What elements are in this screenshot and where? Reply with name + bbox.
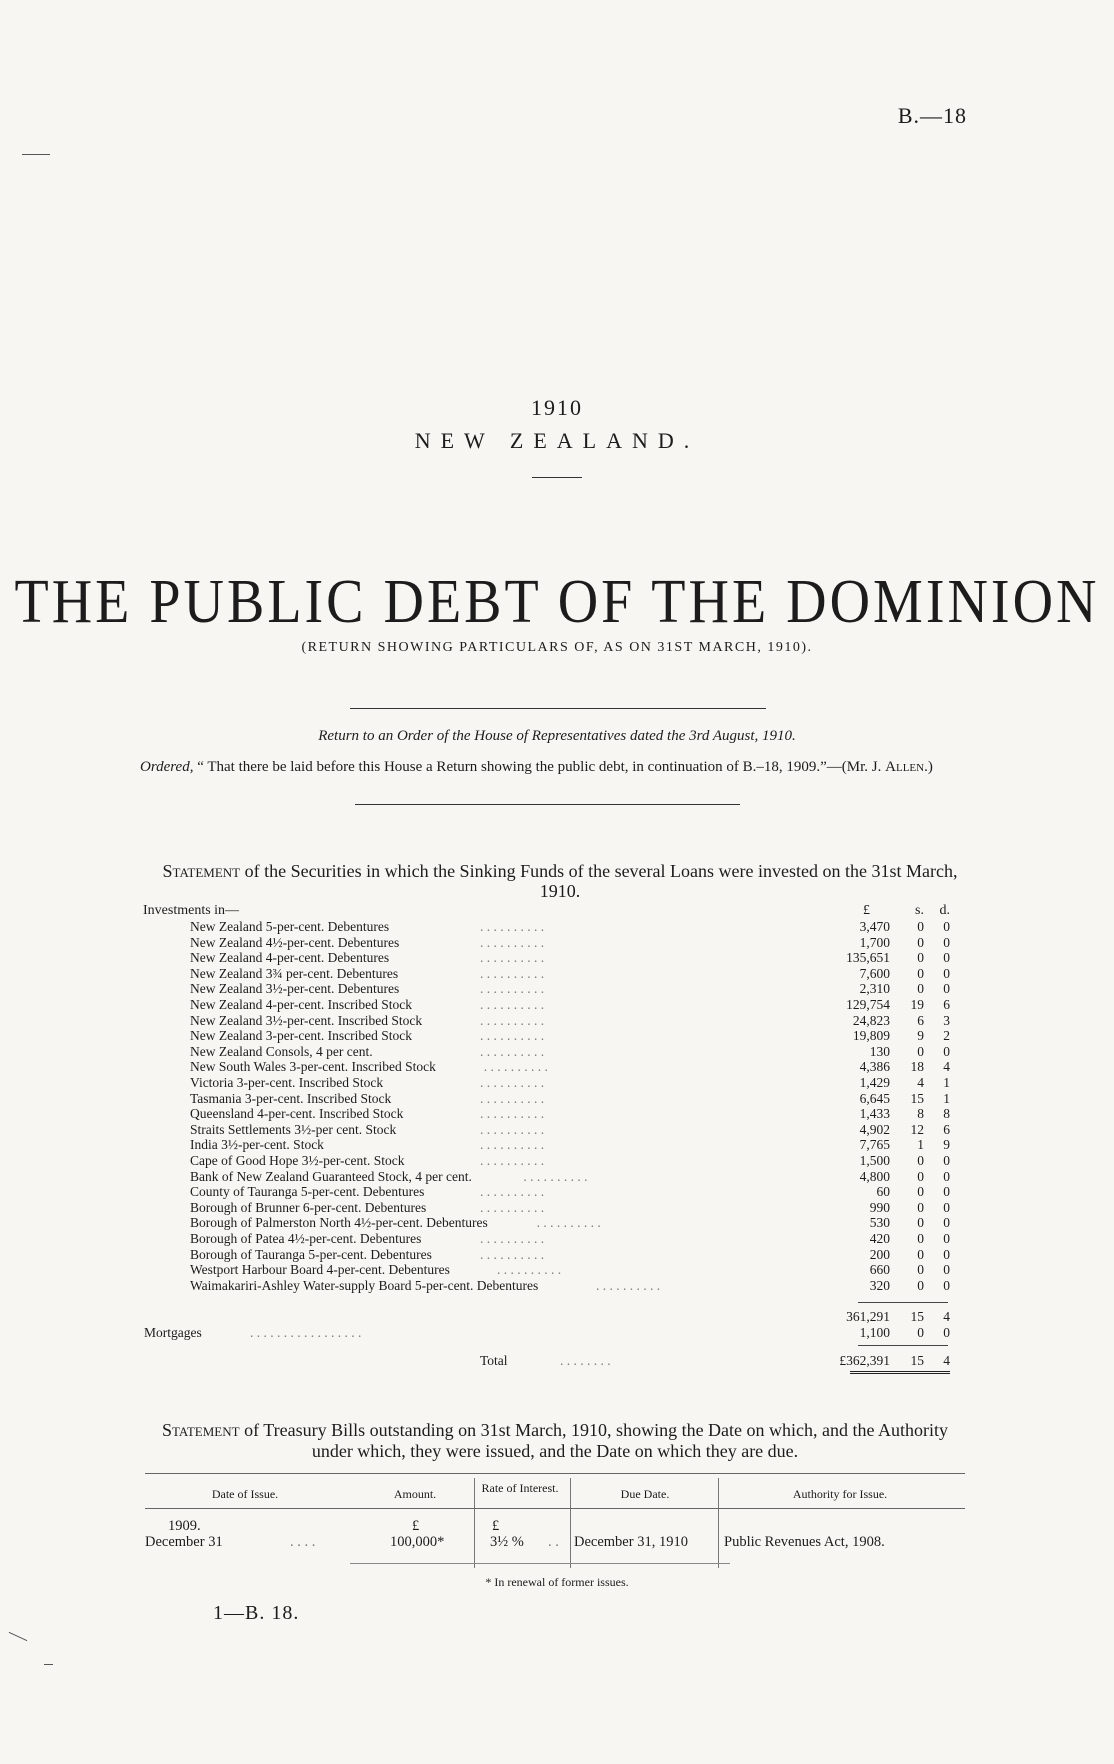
table-header-rule: [145, 1508, 965, 1509]
pence: 0: [943, 1246, 950, 1262]
security-name: New South Wales 3-per-cent. Inscribed Stock: [190, 1059, 436, 1075]
total-rule: [858, 1345, 948, 1346]
shillings: 6: [917, 1012, 924, 1028]
table-row: [190, 1013, 950, 1028]
leader-dots: . . . . . . . . . .: [480, 1231, 545, 1246]
security-name: Queensland 4-per-cent. Inscribed Stock: [190, 1106, 404, 1122]
pence: 1: [943, 1075, 950, 1090]
pounds: 24,823: [852, 1012, 890, 1028]
leader-dots: . . . . . . . . . .: [480, 997, 545, 1012]
pence: 1: [943, 1090, 950, 1106]
subtotal-shillings: 15: [910, 1309, 924, 1324]
total-pounds: £362,391: [839, 1353, 890, 1368]
leader-dots: . . . . . . . . . .: [480, 1075, 545, 1090]
pounds: 990: [869, 1199, 890, 1215]
security-name: Tasmania 3-per-cent. Inscribed Stock: [190, 1090, 392, 1106]
column-pence: d.: [939, 903, 950, 918]
mortgages-label: Mortgages: [144, 1325, 202, 1340]
pounds: 1,700: [859, 934, 890, 950]
pence: 6: [943, 1121, 950, 1137]
shillings: 12: [910, 1121, 924, 1137]
table-row: [190, 1137, 950, 1152]
table-row: [190, 1044, 950, 1059]
leader-dots: . . . . . . . . . .: [480, 950, 545, 966]
margin-mark: [44, 1664, 53, 1665]
pence: 4: [943, 1059, 950, 1075]
shillings: 0: [917, 1043, 924, 1059]
pounds: 420: [869, 1231, 890, 1246]
pounds: 7,600: [859, 965, 890, 981]
total-row: [190, 1353, 950, 1368]
shillings: 18: [910, 1059, 924, 1075]
table-row: [190, 997, 950, 1012]
ordered-tail: .): [924, 759, 933, 775]
pounds: 4,800: [859, 1168, 890, 1184]
table-row: [190, 950, 950, 965]
table-row: [190, 1262, 950, 1277]
table-row: [190, 1200, 950, 1215]
column-divider: [570, 1478, 571, 1568]
sheet-signature: 1—B. 18.: [213, 1602, 300, 1624]
ordered-text: “ That there be laid before this House a Return showing the public debt, in continuation of B.–18, 1909.”—(Mr. J.: [197, 759, 886, 775]
security-name: Westport Harbour Board 4-per-cent. Debentures: [190, 1262, 450, 1278]
security-name: Borough of Patea 4½-per-cent. Debentures: [190, 1231, 422, 1246]
subtitle: (RETURN SHOWING PARTICULARS OF, AS ON 31ST MARCH, 1910).: [301, 640, 813, 655]
shillings: 0: [917, 1215, 924, 1231]
leader-dots: . . . . . . . .: [560, 1353, 611, 1368]
pence: 0: [943, 965, 950, 981]
statement-2-lead: Statement: [161, 1420, 240, 1440]
investments-label: Investments in—: [143, 903, 240, 918]
pence: 2: [943, 1028, 950, 1044]
security-name: New Zealand 3-per-cent. Inscribed Stock: [190, 1028, 413, 1044]
column-shillings: s.: [915, 903, 924, 918]
order-line: Return to an Order of the House of Representatives dated the 3rd August, 1910.: [318, 728, 796, 744]
leader-dots: . . . . . . . . . .: [483, 1059, 548, 1075]
pounds: 129,754: [846, 997, 890, 1012]
table-row: [190, 1278, 950, 1293]
table-bottom-rule: [350, 1563, 730, 1564]
pounds: 135,651: [846, 950, 890, 966]
table-row: [190, 919, 950, 934]
leader-dots: . . . . . . . . . .: [480, 1121, 545, 1137]
shillings: 0: [917, 1277, 924, 1293]
margin-mark: [9, 1632, 28, 1641]
pence: 0: [943, 1231, 950, 1246]
leader-dots: . . . . . . . . . .: [480, 965, 545, 981]
security-name: New Zealand 4-per-cent. Debentures: [190, 950, 390, 966]
mortgages-row: [144, 1325, 950, 1340]
pounds: 4,386: [859, 1059, 890, 1075]
pounds: 200: [869, 1246, 890, 1262]
shillings: 0: [917, 1246, 924, 1262]
security-name: Borough of Tauranga 5-per-cent. Debentures: [190, 1246, 432, 1262]
shillings: 0: [917, 1168, 924, 1184]
pounds: 660: [869, 1262, 890, 1278]
pence: 8: [943, 1106, 950, 1122]
issue-year: 1909.: [168, 1518, 201, 1534]
leader-dots: . . . . . . . . . .: [480, 981, 545, 997]
pence: 9: [943, 1137, 950, 1153]
table-row: [190, 1091, 950, 1106]
security-name: New Zealand 3½-per-cent. Inscribed Stock: [190, 1012, 423, 1028]
total-label: Total: [480, 1353, 508, 1368]
year: 1910: [531, 395, 583, 420]
shillings: 15: [910, 1090, 924, 1106]
table-row: [190, 1231, 950, 1246]
shillings: 0: [917, 1153, 924, 1168]
total-pence: 4: [943, 1353, 950, 1368]
table-top-rule: [145, 1473, 965, 1474]
column-due-date: Due Date.: [620, 1487, 670, 1501]
leader-dots: . .: [548, 1534, 559, 1550]
leader-dots: . . . .: [290, 1534, 316, 1550]
statement-1-title: of the Securities in which the Sinking Funds of the several Loans were invested on the 31st March, 1910.: [244, 861, 958, 901]
leader-dots: . . . . . . . . . .: [536, 1215, 601, 1231]
shillings: 1: [917, 1137, 924, 1153]
pounds: 6,645: [859, 1090, 890, 1106]
rate-unit: £: [492, 1518, 500, 1534]
divider-rule: [355, 804, 740, 805]
mortgages-pence: 0: [943, 1325, 950, 1340]
leader-dots: . . . . . . . . . .: [480, 1199, 545, 1215]
total-shillings: 15: [910, 1353, 924, 1368]
leader-dots: . . . . . . . . . .: [523, 1168, 588, 1184]
rate-value: 3½ %: [490, 1534, 524, 1550]
pounds: 1,433: [859, 1106, 890, 1122]
table-row: [190, 1028, 950, 1043]
pounds: 3,470: [859, 919, 890, 934]
column-authority: Authority for Issue.: [792, 1487, 888, 1501]
subtotal-pounds: 361,291: [846, 1309, 890, 1324]
leader-dots: . . . . . . . . . .: [596, 1277, 661, 1293]
security-name: New Zealand 4-per-cent. Inscribed Stock: [190, 997, 413, 1012]
leader-dots: . . . . . . . . . .: [480, 934, 545, 950]
amount-value: 100,000*: [390, 1534, 445, 1550]
shillings: 19: [910, 997, 924, 1012]
pounds: 19,809: [852, 1028, 890, 1044]
pence: 0: [943, 1215, 950, 1231]
pounds: 130: [869, 1043, 890, 1059]
pence: 0: [943, 1277, 950, 1293]
table-row: [190, 935, 950, 950]
page-title: THE PUBLIC DEBT OF THE DOMINION: [14, 567, 1100, 637]
pence: 0: [943, 1199, 950, 1215]
divider-rule: [350, 708, 766, 709]
authority: Public Revenues Act, 1908.: [724, 1534, 885, 1550]
pence: 3: [943, 1012, 950, 1028]
pence: 0: [943, 919, 950, 934]
shillings: 4: [917, 1075, 924, 1090]
security-name: New Zealand 4½-per-cent. Debentures: [190, 934, 400, 950]
pence: 0: [943, 950, 950, 966]
pence: 0: [943, 1184, 950, 1200]
shillings: 0: [917, 1231, 924, 1246]
leader-dots: . . . . . . . . . .: [480, 1106, 545, 1122]
shillings: 0: [917, 1184, 924, 1200]
mortgages-pounds: 1,100: [859, 1325, 890, 1340]
total-double-rule: [850, 1371, 950, 1374]
security-name: Borough of Palmerston North 4½-per-cent. Debentures: [190, 1215, 488, 1231]
pounds: 7,765: [859, 1137, 890, 1153]
pence: 0: [943, 1262, 950, 1278]
due-date: December 31, 1910: [574, 1534, 688, 1550]
leader-dots: . . . . . . . . . .: [480, 1184, 545, 1200]
statement-2-title: of Treasury Bills outstanding on 31st March, 1910, showing the Date on which, and the Authority under which, they were issued, and the Date on which they are due.: [244, 1420, 949, 1461]
shillings: 9: [917, 1028, 924, 1044]
security-name: Cape of Good Hope 3½-per-cent. Stock: [190, 1153, 405, 1168]
column-pounds: £: [863, 903, 870, 918]
security-name: New Zealand 3½-per-cent. Debentures: [190, 981, 400, 997]
pounds: 1,500: [859, 1153, 890, 1168]
page-reference: B.—18: [897, 103, 967, 128]
leader-dots: . . . . . . . . . .: [480, 1090, 545, 1106]
subtotal-pence: 4: [943, 1309, 950, 1324]
leader-dots: . . . . . . . . . .: [480, 1246, 545, 1262]
leader-dots: . . . . . . . . . .: [480, 1137, 545, 1153]
shillings: 0: [917, 965, 924, 981]
table-row: [190, 1247, 950, 1262]
mortgages-shillings: 0: [917, 1325, 924, 1340]
security-name: County of Tauranga 5-per-cent. Debentures: [190, 1184, 425, 1200]
security-name: New Zealand 3¾ per-cent. Debentures: [190, 965, 399, 981]
ordered-member: Allen: [885, 759, 925, 775]
pounds: 4,902: [859, 1121, 890, 1137]
margin-mark: [22, 154, 50, 155]
table-row: [190, 1075, 950, 1090]
short-rule: [532, 477, 582, 478]
shillings: 0: [917, 934, 924, 950]
table-row: [190, 1059, 950, 1074]
leader-dots: . . . . . . . . . . . . . . . . .: [250, 1325, 362, 1340]
table-row: [190, 981, 950, 996]
table-row: [190, 1184, 950, 1199]
country: NEW ZEALAND.: [414, 428, 700, 453]
table-row: [190, 966, 950, 981]
table-row: [190, 1122, 950, 1137]
table-row: [190, 1106, 950, 1121]
statement-2-heading: [140, 1420, 970, 1462]
shillings: 0: [917, 981, 924, 997]
security-name: Straits Settlements 3½-per cent. Stock: [190, 1121, 397, 1137]
pounds: 60: [876, 1184, 890, 1200]
statement-1-heading: [150, 861, 970, 901]
statement-1-lead: Statement: [162, 861, 241, 881]
security-name: Bank of New Zealand Guaranteed Stock, 4 per cent.: [190, 1168, 472, 1184]
leader-dots: . . . . . . . . . .: [480, 1043, 545, 1059]
leader-dots: . . . . . . . . . .: [480, 1153, 545, 1168]
pence: 0: [943, 981, 950, 997]
subtotal-row: [190, 1309, 950, 1324]
footnote: * In renewal of former issues.: [485, 1575, 629, 1589]
security-name: Victoria 3-per-cent. Inscribed Stock: [190, 1075, 384, 1090]
leader-dots: . . . . . . . . . .: [480, 1028, 545, 1044]
leader-dots: . . . . . . . . . .: [497, 1262, 562, 1278]
security-name: India 3½-per-cent. Stock: [190, 1137, 324, 1153]
issue-date: December 31: [145, 1534, 223, 1550]
pence: 0: [943, 934, 950, 950]
table-row: [190, 1153, 950, 1168]
ordered-paragraph: [140, 758, 970, 777]
pounds: 2,310: [859, 981, 890, 997]
pounds: 530: [869, 1215, 890, 1231]
ordered-lead: Ordered,: [140, 759, 194, 775]
column-rate-of-interest: Rate of Interest.: [481, 1481, 559, 1495]
pence: 0: [943, 1153, 950, 1168]
security-name: New Zealand Consols, 4 per cent.: [190, 1043, 373, 1059]
table-row: [190, 1169, 950, 1184]
column-divider: [718, 1478, 719, 1568]
pounds: 1,429: [859, 1075, 890, 1090]
shillings: 8: [917, 1106, 924, 1122]
leader-dots: . . . . . . . . . .: [480, 1012, 545, 1028]
pence: 6: [943, 997, 950, 1012]
security-name: Borough of Brunner 6-per-cent. Debentures: [190, 1199, 427, 1215]
shillings: 0: [917, 919, 924, 934]
pounds: 320: [869, 1277, 890, 1293]
amount-unit: £: [412, 1518, 420, 1534]
shillings: 0: [917, 1262, 924, 1278]
shillings: 0: [917, 950, 924, 966]
security-name: Waimakariri-Ashley Water-supply Board 5-per-cent. Debentures: [190, 1277, 539, 1293]
subtotal-rule: [858, 1302, 948, 1303]
pence: 0: [943, 1168, 950, 1184]
leader-dots: . . . . . . . . . .: [480, 919, 545, 934]
security-name: New Zealand 5-per-cent. Debentures: [190, 919, 390, 934]
column-amount: Amount.: [393, 1487, 437, 1501]
column-divider: [474, 1478, 475, 1568]
table-row: [190, 1215, 950, 1230]
shillings: 0: [917, 1199, 924, 1215]
column-date-of-issue: Date of Issue.: [211, 1487, 279, 1501]
pence: 0: [943, 1043, 950, 1059]
